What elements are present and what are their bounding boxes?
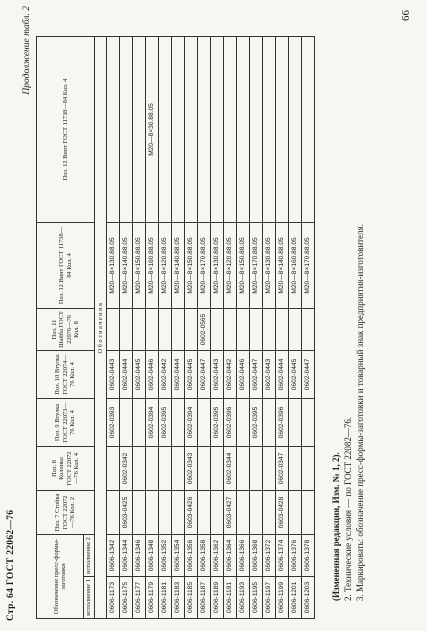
cell-e2: 0606-1374 [276, 534, 289, 576]
cell-p9 [198, 398, 211, 446]
cell-p8: 0602-0344 [224, 446, 237, 490]
cell-e1: 0606-1187 [198, 577, 211, 619]
cell-p9: 0602-0395 [250, 398, 263, 446]
cell-p7: 0603-0428 [276, 490, 289, 534]
table-row [250, 36, 263, 618]
cell-e1: 0606-1199 [276, 577, 289, 619]
cell-p8 [237, 446, 250, 490]
cell-p7 [159, 490, 172, 534]
col-header-pos8: Поз. 8 Колонка ГОСТ 22072—76 Кол. 4 [37, 446, 95, 490]
cell-p11 [120, 308, 133, 350]
cell-p9: 0602-0396 [276, 398, 289, 446]
cell-e1: 0606-1177 [133, 577, 146, 619]
cell-e1: 0606-1173 [107, 577, 120, 619]
col-header-exec1: исполнение 1 [84, 577, 95, 619]
cell-p7 [198, 490, 211, 534]
col-header-pos7: Поз. 7 Стойка ГОСТ 22072—76 Кол. 2 [37, 490, 95, 534]
cell-p9 [133, 398, 146, 446]
cell-p7 [302, 490, 315, 534]
cell-p7 [237, 490, 250, 534]
cell-p11 [237, 308, 250, 350]
cell-e1: 0606-1189 [211, 577, 224, 619]
cell-p9: 0602-0394 [146, 398, 159, 446]
cell-p12a: М20—8×170.88.05 [302, 222, 315, 308]
cell-p10: 0602-0445 [289, 350, 302, 398]
cell-p8 [172, 446, 185, 490]
col-header-pos9: Поз. 9 Втулка ГОСТ 22073—76 Кол. 4 [37, 398, 95, 446]
cell-p12a: М20—8×130.88.05 [211, 222, 224, 308]
cell-e1: 0606-1193 [237, 577, 250, 619]
cell-p11 [224, 308, 237, 350]
cell-p12b [133, 36, 146, 222]
cell-p12b [263, 36, 276, 222]
cell-p10: 0602-0445 [185, 350, 198, 398]
cell-p12a: М20—8×140.88.05 [120, 222, 133, 308]
cell-p12a: М20—8×160.88.05 [146, 222, 159, 308]
cell-e2: 0606-1376 [289, 534, 302, 576]
cell-p8 [211, 446, 224, 490]
cell-p10: 0602-0447 [302, 350, 315, 398]
cell-p12a: М20—8×150.88.05 [237, 222, 250, 308]
cell-p10: 0602-0444 [276, 350, 289, 398]
cell-p11 [302, 308, 315, 350]
cell-e2: 0606-1352 [159, 534, 172, 576]
cell-p7 [250, 490, 263, 534]
cell-p12a: М20—8×150.88.05 [133, 222, 146, 308]
cell-p8 [159, 446, 172, 490]
cell-e1: 0606-1191 [224, 577, 237, 619]
cell-p7: 0603-0427 [224, 490, 237, 534]
table-row [198, 36, 211, 618]
cell-e2: 0606-1362 [211, 534, 224, 576]
cell-p12b [198, 36, 211, 222]
designations-header: Обозначения [95, 36, 107, 618]
cell-p11 [289, 308, 302, 350]
cell-p12b [211, 36, 224, 222]
cell-e2: 0606-1346 [133, 534, 146, 576]
cell-e1: 0606-1181 [159, 577, 172, 619]
cell-p7: 0603-0426 [185, 490, 198, 534]
cell-p8 [198, 446, 211, 490]
cell-p11 [172, 308, 185, 350]
cell-p10: 0602-0444 [120, 350, 133, 398]
cell-p9: 0602-0394 [185, 398, 198, 446]
cell-p9: 0602-0395 [159, 398, 172, 446]
table-row [146, 36, 159, 618]
cell-p12b [185, 36, 198, 222]
cell-p12a: М20—8×170.88.05 [198, 222, 211, 308]
cell-p10: 0602-0446 [237, 350, 250, 398]
cell-e2: 0606-1356 [185, 534, 198, 576]
cell-p9 [289, 398, 302, 446]
cell-e2: 0606-1368 [250, 534, 263, 576]
cell-e1: 0606-1195 [250, 577, 263, 619]
cell-p8 [263, 446, 276, 490]
cell-p12b [224, 36, 237, 222]
cell-e1: 0606-1185 [185, 577, 198, 619]
table-row [211, 36, 224, 618]
table-row [159, 36, 172, 618]
cell-p11 [211, 308, 224, 350]
cell-p12a: М20—8×120.88.05 [224, 222, 237, 308]
cell-p7 [289, 490, 302, 534]
cell-e1: 0606-1183 [172, 577, 185, 619]
notes [330, 41, 366, 601]
cell-e2: 0606-1344 [120, 534, 133, 576]
cell-p11 [146, 308, 159, 350]
cell-p7 [172, 490, 185, 534]
table-continuation-label: Продолжение табл. 2 [22, 6, 32, 95]
table-row [107, 36, 120, 618]
cell-p12b [302, 36, 315, 222]
table-row [224, 36, 237, 618]
cell-p7 [107, 490, 120, 534]
cell-p11: 0602-0565 [198, 308, 211, 350]
col-group-header: Обозначение пресс-формы-заготовки [37, 534, 84, 618]
page-number: 66 [400, 10, 412, 21]
cell-p8 [133, 446, 146, 490]
cell-e1: 0606-1201 [289, 577, 302, 619]
cell-p10: 0602-0445 [133, 350, 146, 398]
cell-p12b [172, 36, 185, 222]
cell-p12b [159, 36, 172, 222]
col-header-pos10: Поз. 10 Втулка ГОСТ 22074—76 Кол. 4 [37, 350, 95, 398]
cell-p12b [289, 36, 302, 222]
table-row [237, 36, 250, 618]
cell-p10: 0602-0447 [198, 350, 211, 398]
cell-p8: 0602-0343 [185, 446, 198, 490]
col-header-pos12b: Поз. 12 Винт ГОСТ 11738—84 Кол. 4 [37, 36, 95, 222]
cell-e1: 0606-1203 [302, 577, 315, 619]
cell-p12a: М20—8×120.88.05 [159, 222, 172, 308]
cell-p7 [133, 490, 146, 534]
note-technical-conditions: 2. Технические условия — по ГОСТ 22082—76. [343, 416, 353, 601]
cell-p7 [146, 490, 159, 534]
col-header-pos11: Поз. 11 Шайба ГОСТ 22076—76 Кол. 8 [37, 308, 95, 350]
note-marking: 3. Маркировать: обозначение пресс-формы-заготовки и товарный знак предприятия-изготовителя. [355, 224, 365, 601]
cell-p9: 0602-0395 [211, 398, 224, 446]
cell-e2: 0606-1342 [107, 534, 120, 576]
cell-p10: 0602-0444 [172, 350, 185, 398]
cell-p8 [289, 446, 302, 490]
cell-p7 [263, 490, 276, 534]
cell-p8: 0602-0347 [276, 446, 289, 490]
cell-p10: 0602-0446 [146, 350, 159, 398]
cell-e2: 0606-1378 [302, 534, 315, 576]
cell-p12b [120, 36, 133, 222]
cell-p10: 0602-0443 [211, 350, 224, 398]
cell-p11 [185, 308, 198, 350]
cell-p10: 0602-0447 [250, 350, 263, 398]
cell-p8 [146, 446, 159, 490]
components-table [36, 36, 315, 619]
cell-p10: 0602-0443 [107, 350, 120, 398]
cell-p9 [120, 398, 133, 446]
cell-p8 [107, 446, 120, 490]
cell-p11 [250, 308, 263, 350]
cell-p12a: М20—8×130.88.05 [107, 222, 120, 308]
cell-p12a: М20—8×140.88.05 [172, 222, 185, 308]
cell-p12a: М20—8×130.88.05 [263, 222, 276, 308]
cell-p9 [237, 398, 250, 446]
cell-p7: 0603-0425 [120, 490, 133, 534]
col-header-exec2: исполнение 2 [84, 534, 95, 576]
cell-p12a: М20—8×150.88.05 [185, 222, 198, 308]
cell-e2: 0606-1366 [237, 534, 250, 576]
cell-p9: 0602-0393 [107, 398, 120, 446]
cell-p12b [250, 36, 263, 222]
cell-e1: 0606-1175 [120, 577, 133, 619]
cell-e1: 0606-1197 [263, 577, 276, 619]
cell-p12a: М20—8×170.88.05 [250, 222, 263, 308]
table-row [289, 36, 302, 618]
cell-p9 [263, 398, 276, 446]
cell-e2: 0606-1358 [198, 534, 211, 576]
cell-e2: 0606-1364 [224, 534, 237, 576]
cell-p7 [211, 490, 224, 534]
cell-p11 [107, 308, 120, 350]
cell-p8 [302, 446, 315, 490]
table-row [133, 36, 146, 618]
table-row [172, 36, 185, 618]
cell-p10: 0602-0443 [263, 350, 276, 398]
cell-p11 [159, 308, 172, 350]
cell-p8 [250, 446, 263, 490]
cell-p12b: М20—8×30.88.05 [146, 36, 159, 222]
cell-p11 [263, 308, 276, 350]
table-row [120, 36, 133, 618]
cell-p8: 0602-0342 [120, 446, 133, 490]
cell-p11 [276, 308, 289, 350]
page-header: Стр. 64 ГОСТ 22062—76 [6, 509, 16, 621]
table-row [302, 36, 315, 618]
table-row [276, 36, 289, 618]
cell-e2: 0606-1354 [172, 534, 185, 576]
cell-p9: 0602-0396 [224, 398, 237, 446]
cell-p12a: М20—8×140.88.05 [276, 222, 289, 308]
table-row [263, 36, 276, 618]
cell-e2: 0606-1372 [263, 534, 276, 576]
cell-p11 [133, 308, 146, 350]
cell-p9 [172, 398, 185, 446]
cell-p9 [302, 398, 315, 446]
cell-p12b [276, 36, 289, 222]
cell-p10: 0602-0442 [159, 350, 172, 398]
amendment-note: (Измененная редакция, Изм. № 1, 2). [331, 452, 341, 601]
cell-p12a: М20—8×160.88.05 [289, 222, 302, 308]
cell-p12b [237, 36, 250, 222]
cell-p10: 0602-0442 [224, 350, 237, 398]
cell-e1: 0606-1179 [146, 577, 159, 619]
cell-e2: 0606-1348 [146, 534, 159, 576]
table-row [185, 36, 198, 618]
cell-p12b [107, 36, 120, 222]
col-header-pos12a: Поз. 12 Винт ГОСТ 11738—84 Кол. 4 [37, 222, 95, 308]
